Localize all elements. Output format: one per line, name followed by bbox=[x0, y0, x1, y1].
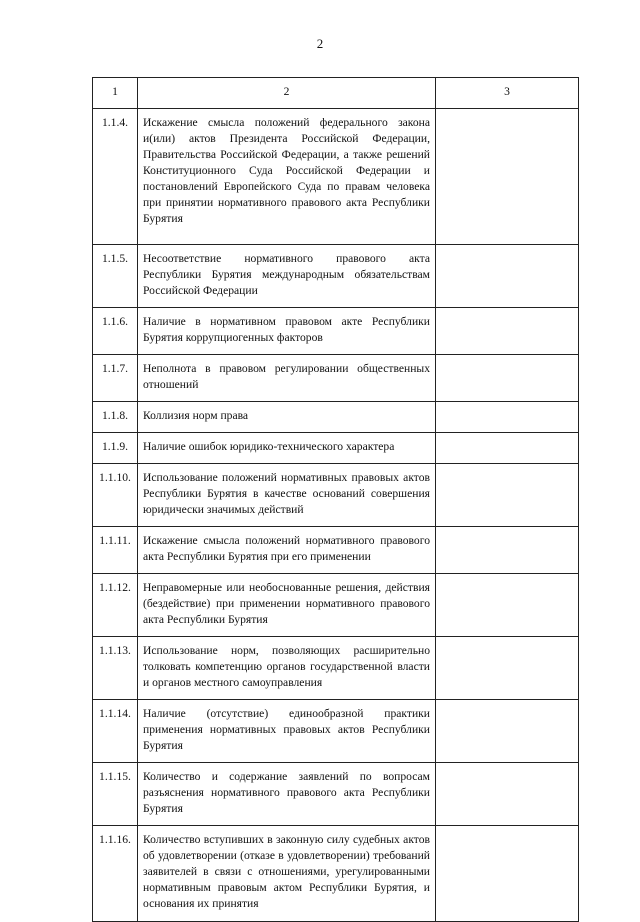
row-number: 1.1.11. bbox=[93, 527, 138, 574]
row-value bbox=[436, 464, 579, 527]
page-number: 2 bbox=[316, 36, 324, 51]
row-text: Коллизия норм права bbox=[138, 402, 436, 433]
row-value bbox=[436, 527, 579, 574]
row-text: Использование норм, позволяющих расширительно толковать компетенцию органов государственной власти и органов местного самоуправления bbox=[138, 637, 436, 700]
row-number: 1.1.12. bbox=[93, 574, 138, 637]
table-row bbox=[93, 574, 579, 637]
row-text: Несоответствие нормативного правового акта Республики Бурятия международным обязательствам Российской Федерации bbox=[138, 245, 436, 308]
row-value bbox=[436, 355, 579, 402]
row-number: 1.1.7. bbox=[93, 355, 138, 402]
row-number: 1.1.6. bbox=[93, 308, 138, 355]
column-header-1: 1 bbox=[93, 78, 138, 109]
row-text: Количество вступивших в законную силу судебных актов об удовлетворении (отказе в удовлетворении) требований заявителей в связи с отношениями, урегулированными нормативным правовым актом Республики Бурятия, и основания их принятия bbox=[138, 826, 436, 922]
header-row bbox=[93, 78, 579, 109]
row-text: Количество и содержание заявлений по вопросам разъяснения нормативного правового акта Республики Бурятия bbox=[138, 763, 436, 826]
row-text: Искажение смысла положений нормативного правового акта Республики Бурятия при его применении bbox=[138, 527, 436, 574]
table-row bbox=[93, 109, 579, 245]
row-value bbox=[436, 433, 579, 464]
row-text: Наличие (отсутствие) единообразной практики применения нормативных правовых актов Республики Бурятия bbox=[138, 700, 436, 763]
table-row bbox=[93, 245, 579, 308]
row-text: Искажение смысла положений федерального закона и(или) актов Президента Российской Федерации, Правительства Российской Федерации, а также решений Конституционного Суда Российской Федерации и постановлений Европейского Суда по правам человека при принятии нормативного правового акта Республики Бурятия bbox=[138, 109, 436, 245]
row-text: Неправомерные или необоснованные решения, действия (бездействие) при применении нормативного правового акта Республики Бурятия bbox=[138, 574, 436, 637]
table-row bbox=[93, 637, 579, 700]
row-number: 1.1.9. bbox=[93, 433, 138, 464]
column-header-2: 2 bbox=[138, 78, 436, 109]
row-text: Использование положений нормативных правовых актов Республики Бурятия в качестве оснований совершения юридически значимых действий bbox=[138, 464, 436, 527]
table-row bbox=[93, 308, 579, 355]
row-number: 1.1.13. bbox=[93, 637, 138, 700]
row-number: 1.1.8. bbox=[93, 402, 138, 433]
row-value bbox=[436, 402, 579, 433]
row-value bbox=[436, 308, 579, 355]
row-value bbox=[436, 574, 579, 637]
table-row bbox=[93, 402, 579, 433]
row-number: 1.1.16. bbox=[93, 826, 138, 922]
row-text: Наличие ошибок юридико-технического характера bbox=[138, 433, 436, 464]
row-text: Неполнота в правовом регулировании общественных отношений bbox=[138, 355, 436, 402]
row-value bbox=[436, 245, 579, 308]
row-number: 1.1.4. bbox=[93, 109, 138, 245]
row-value bbox=[436, 637, 579, 700]
column-header-3: 3 bbox=[436, 78, 579, 109]
row-value bbox=[436, 700, 579, 763]
table-row bbox=[93, 433, 579, 464]
row-number: 1.1.15. bbox=[93, 763, 138, 826]
table-row bbox=[93, 826, 579, 922]
row-text: Наличие в нормативном правовом акте Республики Бурятия коррупциогенных факторов bbox=[138, 308, 436, 355]
row-value bbox=[436, 109, 579, 245]
table-row bbox=[93, 700, 579, 763]
table-row bbox=[93, 763, 579, 826]
table-row bbox=[93, 464, 579, 527]
table-row bbox=[93, 527, 579, 574]
row-value bbox=[436, 826, 579, 922]
table-row bbox=[93, 355, 579, 402]
row-number: 1.1.14. bbox=[93, 700, 138, 763]
row-number: 1.1.5. bbox=[93, 245, 138, 308]
row-number: 1.1.10. bbox=[93, 464, 138, 527]
row-value bbox=[436, 763, 579, 826]
indicators-table bbox=[92, 77, 579, 922]
